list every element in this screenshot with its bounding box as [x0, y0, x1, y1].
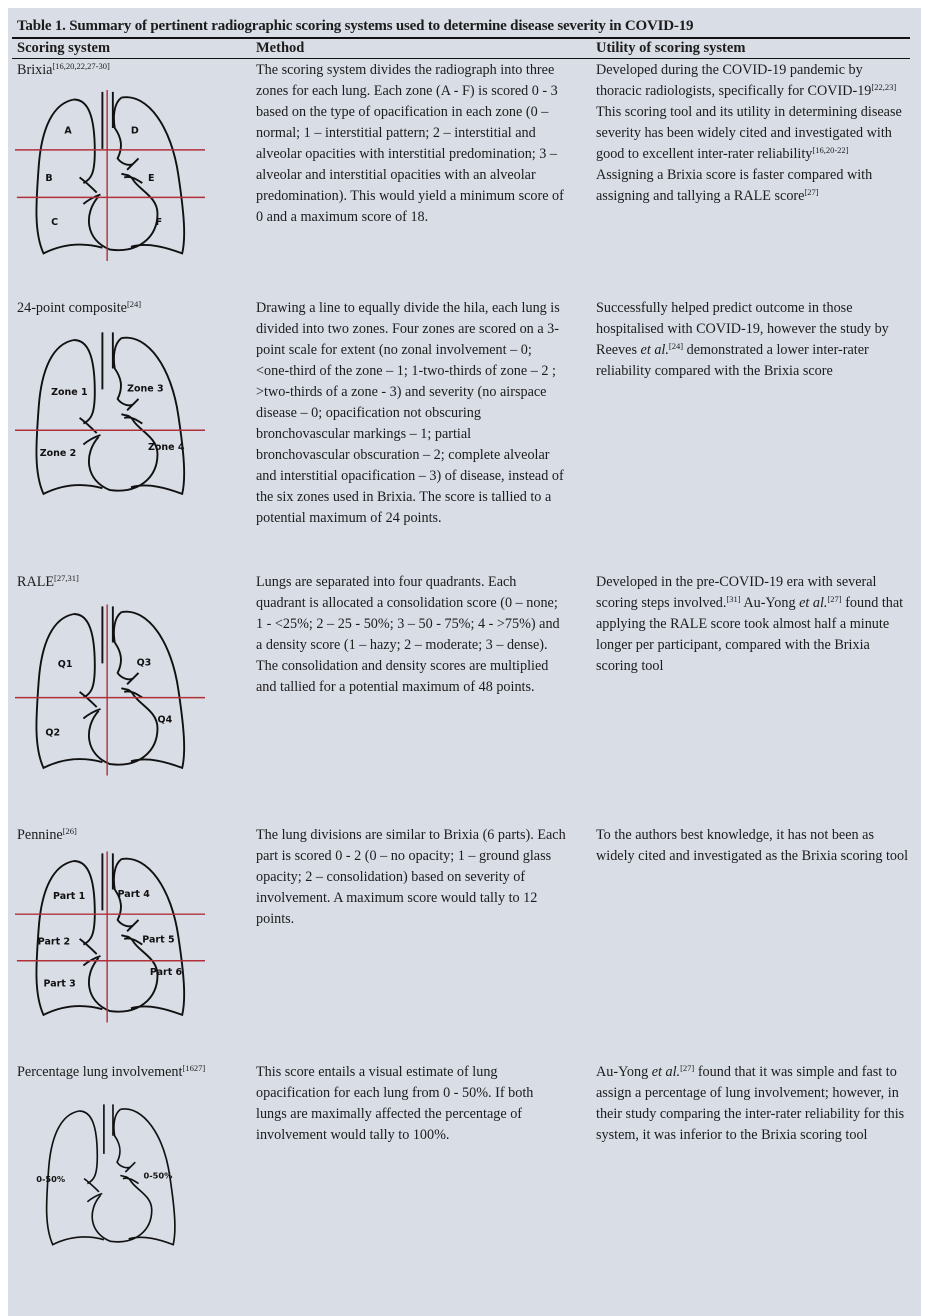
row-brixia-name — [17, 60, 110, 81]
zone-label: Zone 2 — [39, 447, 77, 459]
utility-text: demonstrated a lower inter-rater reliability compared with the Brixia score — [596, 342, 869, 379]
lung-outline — [114, 612, 142, 698]
utility-text: Developed during the COVID-19 pandemic by thoracic radiologists, specifically for COVID-19 — [596, 62, 872, 99]
zone-label: F — [155, 216, 163, 228]
utility-text: Assigning a Brixia score is faster compared with assigning and tallying a RALE score — [596, 167, 873, 204]
zone-label: Part 5 — [142, 934, 175, 946]
lung-outline — [74, 614, 95, 698]
header-rule-top — [12, 37, 910, 39]
zone-label: Zone 3 — [127, 383, 164, 395]
et-al: et al. — [799, 595, 828, 611]
ref: [27] — [680, 1063, 695, 1073]
header-rule-bottom — [12, 58, 910, 59]
lung-outline — [74, 861, 95, 945]
lung-outline — [121, 338, 184, 494]
utility-text: found that it was simple and fast to assign a percentage of lung involvement; however, in their study comparing the inter-rater reliability for this system, it was inferior to the Brixia scoring tool — [596, 1064, 905, 1143]
row-24point-name — [17, 298, 141, 319]
et-al: et al. — [651, 1064, 681, 1080]
lung-outline — [114, 338, 142, 424]
zone-label: Part 3 — [43, 978, 76, 990]
header-utility: Utility of scoring system — [596, 40, 746, 56]
name: 24-point composite — [17, 300, 127, 316]
ref: [27,31] — [54, 573, 79, 583]
utility-text: Au-Yong — [740, 595, 800, 611]
lung-outline — [104, 1104, 113, 1154]
lung-outline — [80, 418, 101, 445]
header-method: Method — [256, 40, 305, 56]
lung-outline — [102, 332, 112, 389]
row-rale-utility — [596, 572, 911, 677]
name: RALE — [17, 574, 55, 590]
row-rale-name — [17, 572, 79, 593]
ref: [24] — [668, 341, 684, 351]
utility-text: This scoring tool and its utility in determining disease severity has been widely cited and investigated with good to excellent inter-rater reliability — [596, 104, 902, 162]
row-percentage-utility — [596, 1062, 911, 1146]
zone-label: Part 6 — [149, 967, 183, 978]
zone-label: Part 2 — [37, 936, 71, 948]
row-pennine-utility: To the authors best knowledge, it has not been as widely cited and investigated as the Brixia scoring tool — [596, 827, 909, 864]
lung-outline — [79, 1111, 97, 1184]
lung-outline — [114, 859, 142, 945]
header-scoring-system: Scoring system — [17, 40, 111, 56]
ref: [27] — [804, 187, 819, 197]
lung-outline — [80, 177, 101, 204]
row-24point-method: Drawing a line to equally divide the hila, each lung is divided into two zones. Four zones are scored on a 3-point scale for extent (no zonal involvement – 0; <one-third of the zone – 1; 1-two-thirds of zone – 2 ; >two-thirds of a zone - 3) and severity (no airspace disease – 0; opacification not obscuring bronchovascular markings – 1; partial bronchovascular obscuration – 2; complete alveolar and interstitial opacification – 3) of disease, instead of the six zones used in Brixia. The score is tallied to a potential maximum of 24 points. — [256, 300, 564, 526]
ref: [22,23] — [871, 82, 897, 92]
row-rale-method: Lungs are separated into four quadrants. Each quadrant is allocated a consolidation score (0 – none; 1 - <25%; 2 – 25 - 50%; 3 – 50 - 75%; 4 - >75%) and a density score (1 – hazy; 2 – moderate; 3 – dense). The consolidation and density scores are multiplied and tallied for a potential maximum of 48 points. — [256, 574, 560, 695]
lung-outline — [74, 340, 95, 424]
zone-label: E — [148, 173, 155, 185]
lung-outline — [80, 939, 101, 966]
lung-outline — [89, 174, 158, 251]
lung-outline — [84, 1179, 102, 1202]
utility-text: found that applying the RALE score took almost half a minute longer per participant, compared with the Brixia scoring tool — [596, 595, 904, 674]
zone-label: Q1 — [57, 659, 73, 671]
lung-outline — [114, 1109, 139, 1183]
lung-outline — [92, 1175, 152, 1241]
zone-label: Zone 4 — [148, 442, 185, 454]
utility-text: Successfully helped predict outcome in those hospitalised with COVID-19, however the study by Reeves — [596, 300, 889, 358]
zone-label: Zone 1 — [51, 387, 88, 399]
zone-label: Q4 — [157, 714, 173, 726]
zone-label: 0-50% — [143, 1170, 173, 1181]
name: Brixia — [17, 62, 53, 78]
ref: [1627] — [182, 1063, 206, 1073]
zone-label: B — [45, 173, 53, 185]
ref: [16,20,22,27-30] — [52, 61, 110, 71]
utility-text: Au-Yong — [596, 1064, 652, 1080]
zone-label: A — [64, 125, 72, 137]
lung-outline — [74, 100, 95, 184]
ref: [16,20-22] — [812, 145, 849, 155]
lung-outline — [89, 688, 158, 765]
utility-text: Developed in the pre-COVID-19 era with several scoring steps involved. — [596, 574, 877, 611]
row-pennine-method: The lung divisions are similar to Brixia (6 parts). Each part is scored 0 - 2 (0 – no opacity; 1 – ground glass opacity; 2 – consolidation) based on severity of involvement. A maximum score would tally to 12 points. — [256, 827, 566, 927]
zone-label: 0-50% — [36, 1173, 66, 1184]
pennine-lung-diagram — [15, 848, 205, 1026]
ref: [26] — [62, 826, 77, 836]
zone-label: Q2 — [45, 727, 61, 739]
brixia-lung-diagram — [15, 88, 205, 263]
zone-label: Part 4 — [117, 889, 150, 901]
percentage-lung-diagram — [28, 1088, 193, 1266]
row-percentage-method: This score entails a visual estimate of lung opacification for each lung from 0 - 50%. If both lungs are maximally affected the percentage of involvement would tally to 100%. — [256, 1064, 534, 1143]
ref: [27] — [827, 594, 842, 604]
name: Percentage lung involvement — [17, 1064, 183, 1080]
rale-lung-diagram — [15, 600, 205, 780]
row-percentage-name — [17, 1062, 205, 1083]
row-24point-utility — [596, 298, 911, 382]
row-brixia-utility — [596, 60, 911, 207]
zone-label: D — [130, 125, 139, 137]
lung-outline — [114, 98, 142, 184]
24point-lung-diagram — [15, 330, 205, 502]
zone-label: C — [51, 216, 59, 228]
lung-outline — [89, 935, 158, 1012]
zone-label: Part 1 — [53, 891, 86, 902]
ref: [31] — [726, 594, 741, 604]
zone-label: Q3 — [136, 657, 152, 669]
table-title: Table 1. Summary of pertinent radiographic scoring systems used to determine disease severity in COVID-19 — [17, 18, 694, 34]
name: Pennine — [17, 827, 63, 843]
row-brixia-method: The scoring system divides the radiograph into three zones for each lung. Each zone (A - F) is scored 0 - 3 based on the type of opacification in each zone (0 – normal; 1 – interstitial pattern; 2 – interstitial and alveolar opacities with interstitial predomination; 3 – alveolar and interstitial opacities with an alveolar predomination). This would yield a minimum score of 0 and a maximum score of 18. — [256, 62, 564, 225]
et-al: et al. — [640, 342, 669, 358]
lung-outline — [80, 692, 101, 719]
row-pennine-name — [17, 825, 77, 846]
ref: [24] — [126, 299, 142, 309]
lung-outline — [121, 612, 184, 768]
